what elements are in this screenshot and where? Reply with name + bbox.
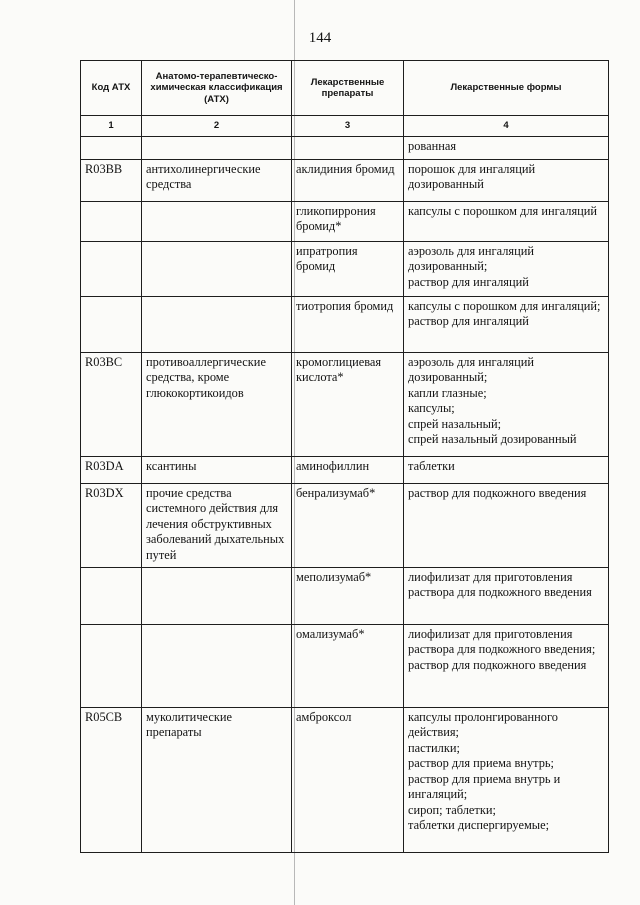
cell-dosage-forms [404, 296, 609, 352]
cell-atx-code: R03BB [81, 159, 142, 201]
cell-dosage-forms [404, 241, 609, 296]
header-forms: Лекарственные формы [404, 61, 609, 116]
table-row [81, 707, 609, 852]
dosage-form: сироп; таблетки; [408, 802, 496, 817]
cell-dosage-forms [404, 456, 609, 483]
cell-classification: антихолинергические средства [142, 159, 292, 201]
cell-atx-code [81, 201, 142, 241]
dosage-form: капсулы; [408, 401, 455, 415]
dosage-form: раствор для подкожного введения [408, 485, 587, 500]
cell-atx-code: R03DA [81, 456, 142, 483]
cell-classification: противоаллергические средства, кроме глюкокортикоидов [142, 352, 292, 456]
dosage-form: спрей назальный; [408, 416, 502, 431]
dosage-form: рованная [408, 138, 457, 153]
table-row [81, 456, 609, 483]
cell-drug: меполизумаб* [292, 567, 404, 624]
dosage-form: раствор для приема внутрь; [408, 756, 554, 770]
cell-classification [142, 241, 292, 296]
cell-drug [292, 136, 404, 159]
table-row [81, 624, 609, 707]
atx-table [80, 60, 609, 853]
cell-dosage-forms [404, 201, 609, 241]
dosage-form: лиофилизат для приготовления раствора для подкожного введения [408, 569, 592, 599]
dosage-form: таблетки диспергируемые; [408, 818, 550, 832]
header-drugs: Лекарственные препараты [292, 61, 404, 116]
table-row [81, 567, 609, 624]
header-code: Код АТХ [81, 61, 142, 116]
dosage-form: раствор для ингаляций [408, 314, 529, 328]
dosage-form: порошок для ингаляций дозированный [408, 161, 536, 191]
table-row [81, 159, 609, 201]
cell-dosage-forms [404, 624, 609, 707]
cell-drug: ипратропия бромид [292, 241, 404, 296]
table-row [81, 483, 609, 567]
dosage-form: таблетки [408, 458, 455, 473]
cell-atx-code [81, 241, 142, 296]
table-header-row [81, 61, 609, 116]
cell-drug: тиотропия бромид [292, 296, 404, 352]
column-number: 3 [292, 116, 404, 137]
header-classification: Анатомо-терапевтическо-химическая классификация (АТХ) [142, 61, 292, 116]
cell-dosage-forms [404, 136, 609, 159]
cell-classification [142, 296, 292, 352]
cell-dosage-forms [404, 567, 609, 624]
cell-atx-code: R03DX [81, 483, 142, 567]
dosage-form: раствор для приема внутрь и ингаляций; [408, 771, 561, 801]
cell-atx-code [81, 136, 142, 159]
dosage-form: аэрозоль для ингаляций дозированный; [408, 354, 535, 384]
cell-classification: муколитические препараты [142, 707, 292, 852]
column-number-row [81, 116, 609, 137]
dosage-form: капсулы с порошком для ингаляций [408, 203, 598, 218]
dosage-form: капсулы пролонгированного действия; [408, 709, 558, 739]
table-row [81, 201, 609, 241]
cell-classification [142, 624, 292, 707]
cell-drug: бенрализумаб* [292, 483, 404, 567]
cell-drug: омализумаб* [292, 624, 404, 707]
cell-atx-code: R05CB [81, 707, 142, 852]
column-number: 2 [142, 116, 292, 137]
cell-drug: аминофиллин [292, 456, 404, 483]
cell-dosage-forms [404, 352, 609, 456]
dosage-form: раствор для ингаляций [408, 274, 529, 289]
cell-dosage-forms [404, 483, 609, 567]
dosage-form: пастилки; [408, 740, 460, 755]
table-row [81, 296, 609, 352]
cell-atx-code [81, 624, 142, 707]
cell-dosage-forms [404, 707, 609, 852]
page-number: 144 [308, 30, 332, 46]
column-number: 1 [81, 116, 142, 137]
cell-dosage-forms [404, 159, 609, 201]
column-number: 4 [404, 116, 609, 137]
cell-atx-code [81, 296, 142, 352]
cell-classification: прочие средства системного действия для лечения обструктивных заболеваний дыхательных путей [142, 483, 292, 567]
dosage-form: капли глазные; [408, 385, 487, 400]
dosage-form: лиофилизат для приготовления раствора для подкожного введения; [408, 626, 596, 656]
dosage-form: спрей назальный дозированный [408, 432, 577, 446]
table-row [81, 136, 609, 159]
cell-drug: аклидиния бромид [292, 159, 404, 201]
dosage-form: аэрозоль для ингаляций дозированный; [408, 243, 535, 273]
cell-classification: ксантины [142, 456, 292, 483]
cell-atx-code [81, 567, 142, 624]
dosage-form: раствор для подкожного введения [408, 657, 587, 672]
cell-drug: гликопиррония бромид* [292, 201, 404, 241]
dosage-form: капсулы с порошком для ингаляций; [408, 298, 601, 313]
table-row [81, 352, 609, 456]
cell-classification [142, 567, 292, 624]
cell-atx-code: R03BC [81, 352, 142, 456]
cell-drug: кромоглициевая кислота* [292, 352, 404, 456]
cell-classification [142, 201, 292, 241]
cell-classification [142, 136, 292, 159]
cell-drug: амброксол [292, 707, 404, 852]
table-row [81, 241, 609, 296]
